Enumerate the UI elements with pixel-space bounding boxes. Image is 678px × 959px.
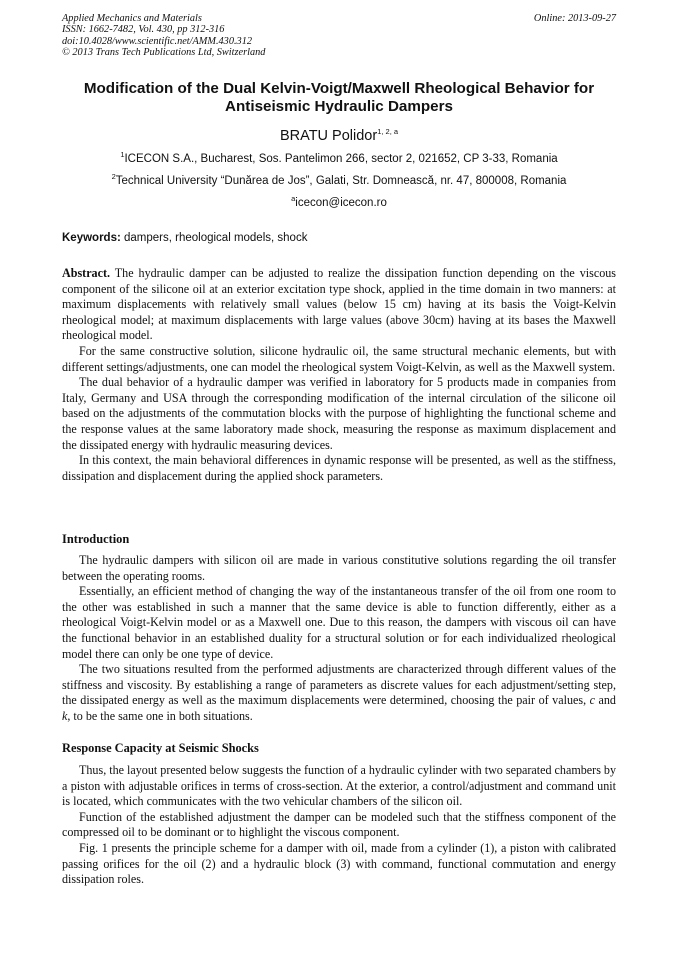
affiliation-email bbox=[62, 194, 616, 209]
affiliation-2-text: Technical University “Dunărea de Jos”, Galati, Str. Domnească, nr. 47, 800008, Romania bbox=[115, 175, 567, 187]
paper-title: Modification of the Dual Kelvin-Voigt/Maxwell Rheological Behavior for Antiseismic Hydraulic Dampers bbox=[83, 80, 595, 115]
affiliation-email-sup: a bbox=[291, 194, 296, 204]
response-paragraph-3: Fig. 1 presents the principle scheme for a damper with oil, made from a cylinder (1), a piston with calibrated passing orifices for the oil (2) and a hydraulic block (3) with command, functional commutation and energy dissipation roles. bbox=[62, 840, 616, 887]
keywords bbox=[62, 232, 616, 244]
copyright-line: © 2013 Trans Tech Publications Ltd, Switzerland bbox=[62, 47, 266, 59]
response-paragraph-1: Thus, the layout presented below suggests the function of a hydraulic cylinder with two separated chambers by a piston with adjustable orifices in terms of cross-section. At the exterior, a control/adjustment and command unit is located, which communicates with the two vehicular chambers of the silicon oil. bbox=[62, 763, 617, 809]
keywords-label: Keywords: bbox=[62, 232, 121, 244]
abstract-paragraph-1 bbox=[62, 266, 616, 344]
affiliation-1 bbox=[62, 150, 616, 165]
introduction-section bbox=[62, 553, 616, 725]
affiliation-2 bbox=[62, 172, 616, 187]
abstract-paragraph-4: In this context, the main behavioral differences in dynamic response will be presented, as well as the stiffness, dissipation and displacement during the applied shock parameters. bbox=[62, 453, 616, 483]
author-name: BRATU Polidor bbox=[279, 128, 378, 144]
affiliation-1-sup: 1 bbox=[120, 150, 125, 160]
intro-p3-and: and bbox=[595, 693, 616, 708]
intro-p3-text: The two situations resulted from the performed adjustments are characterized through different values of the stiffness and viscosity. By establishing a range of parameters as discrete values for each adjustment/setting step, the dissipated energy as well as the maximum displacements were determined, choosing the pair of values, bbox=[62, 662, 616, 708]
keywords-text: dampers, rheological models, shock bbox=[120, 232, 308, 244]
journal-header bbox=[62, 13, 616, 59]
symbol-c: c bbox=[589, 693, 595, 708]
abstract-paragraph-3: The dual behavior of a hydraulic damper was verified in laboratory for 5 products made in companies from Italy, Germany and USA through the corresponding modification of the internal circulation of the silicone oil based on the adjustments of the commutation blocks with the purpose of highlighting the functional scheme and the response values at the same laboratory made shock, measuring the response as maximum displacement and the dissipated energy with hydraulic measuring devices. bbox=[62, 375, 616, 452]
intro-paragraph-3 bbox=[62, 662, 616, 724]
response-heading: Response Capacity at Seismic Shocks bbox=[62, 741, 259, 755]
abstract-p1-text: The hydraulic damper can be adjusted to realize the dissipation function depending on the viscous component of the silicone oil at an exterior excitation type shock, applied in the time domain in two manners: at maximum displacements with relatively small values (below 15 cm) having at its basis the Voigt-Kelvin rheological model; at maximum displacements with large values (above 30cm) having at its bases the Maxwell rheological model. bbox=[62, 266, 616, 343]
affiliation-1-text: ICECON S.A., Bucharest, Sos. Pantelimon 266, sector 2, 021652, CP 3-33, Romania bbox=[124, 153, 558, 165]
doi-line: doi:10.4028/www.scientific.net/AMM.430.312 bbox=[62, 35, 252, 47]
intro-p3-end: , to be the same one in both situations. bbox=[67, 708, 253, 723]
online-date: Online: 2013-09-27 bbox=[533, 13, 616, 24]
intro-paragraph-1: The hydraulic dampers with silicon oil are made in various constitutive solutions regarding the oil transfer between the operating rooms. bbox=[62, 553, 616, 583]
affiliation-2-sup: 2 bbox=[111, 172, 116, 182]
abstract-label: Abstract. bbox=[62, 266, 111, 280]
abstract-paragraph-2: For the same constructive solution, silicone hydraulic oil, the same structural mechanic elements, but with different settings/adjustments, one can model the rheological system Voigt-Kelvin, as well as the Maxwell system. bbox=[62, 343, 616, 374]
issn-line: ISSN: 1662-7482, Vol. 430, pp 312-316 bbox=[62, 24, 225, 36]
response-paragraph-2: Function of the established adjustment the damper can be modeled such that the stiffness component of the compressed oil to be dominant or to highlight the viscous component. bbox=[62, 809, 616, 840]
response-section bbox=[62, 763, 616, 888]
author-sup: 1, 2, a bbox=[377, 127, 399, 137]
symbol-k: k bbox=[62, 708, 68, 723]
email-text: icecon@icecon.ro bbox=[295, 197, 387, 209]
introduction-heading: Introduction bbox=[62, 532, 130, 546]
intro-paragraph-2: Essentially, an efficient method of changing the way of the instantaneous transfer of the oil from one room to the other was established in such a manner that the same device is able to function differently, either as a rheological Voigt-Kelvin model or as a Maxwell one. Due to this reason, the dampers with viscous oil can have the functional behavior in an established duality for a structural solution or for each individualized rheological model there can only be one type of device. bbox=[62, 584, 616, 661]
author-line bbox=[62, 128, 616, 144]
abstract-section bbox=[62, 266, 616, 484]
journal-name: Applied Mechanics and Materials bbox=[62, 13, 202, 24]
